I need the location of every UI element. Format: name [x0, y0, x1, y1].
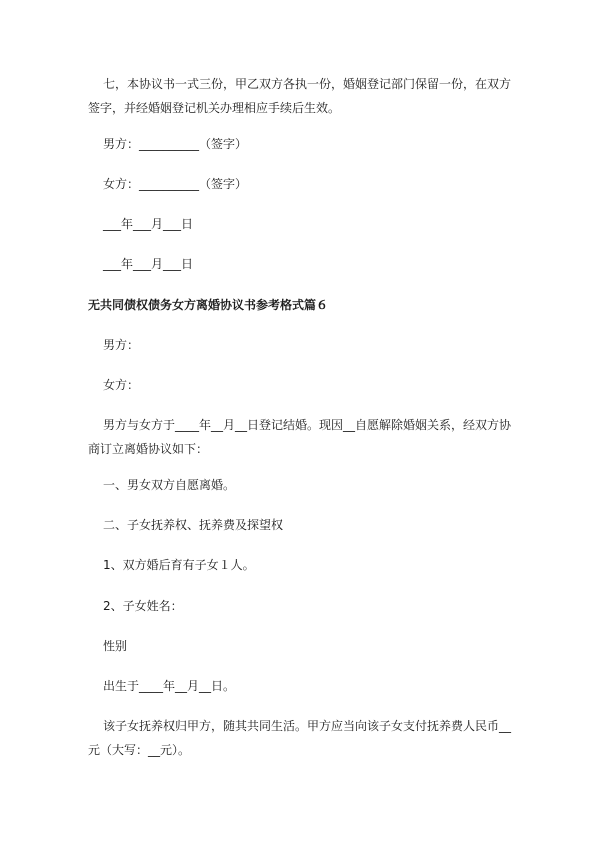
marriage-registration-paragraph: 男方与女方于____年__月__日登记结婚。现因__自愿解除婚姻关系，经双方协商订立离婚协议如下：	[88, 418, 512, 456]
clause-seven-paragraph: 七，本协议书一式三份，甲乙双方各执一份，婚姻登记部门保留一份，在双方签字，并经婚姻登记机关办理相应手续后生效。	[88, 77, 512, 115]
section-heading: 无共同债权债务女方离婚协议书参考格式篇６	[88, 298, 329, 312]
male-signature-line: 男方：__________（签字）	[103, 137, 248, 151]
female-signature-line: 女方：__________（签字）	[103, 177, 248, 191]
child-birth-date-line: 出生于____年__月__日。	[103, 679, 236, 693]
date-line: ___年___月___日	[103, 217, 194, 231]
date-line: ___年___月___日	[103, 257, 194, 271]
female-party-line: 女方：	[103, 378, 140, 392]
child-gender-line: 性别	[103, 639, 128, 653]
children-count-line: 1、双方婚后育有子女１人。	[103, 558, 255, 572]
clause-one-line: 一、男女双方自愿离婚。	[103, 478, 236, 492]
child-name-line: 2、子女姓名：	[103, 599, 183, 613]
male-party-line: 男方：	[103, 338, 140, 352]
custody-support-paragraph: 该子女抚养权归甲方，随其共同生活。甲方应当向该子女支付抚养费人民币__元（大写：__元）。	[88, 719, 512, 757]
clause-two-heading: 二、子女抚养权、抚养费及探望权	[103, 518, 284, 532]
